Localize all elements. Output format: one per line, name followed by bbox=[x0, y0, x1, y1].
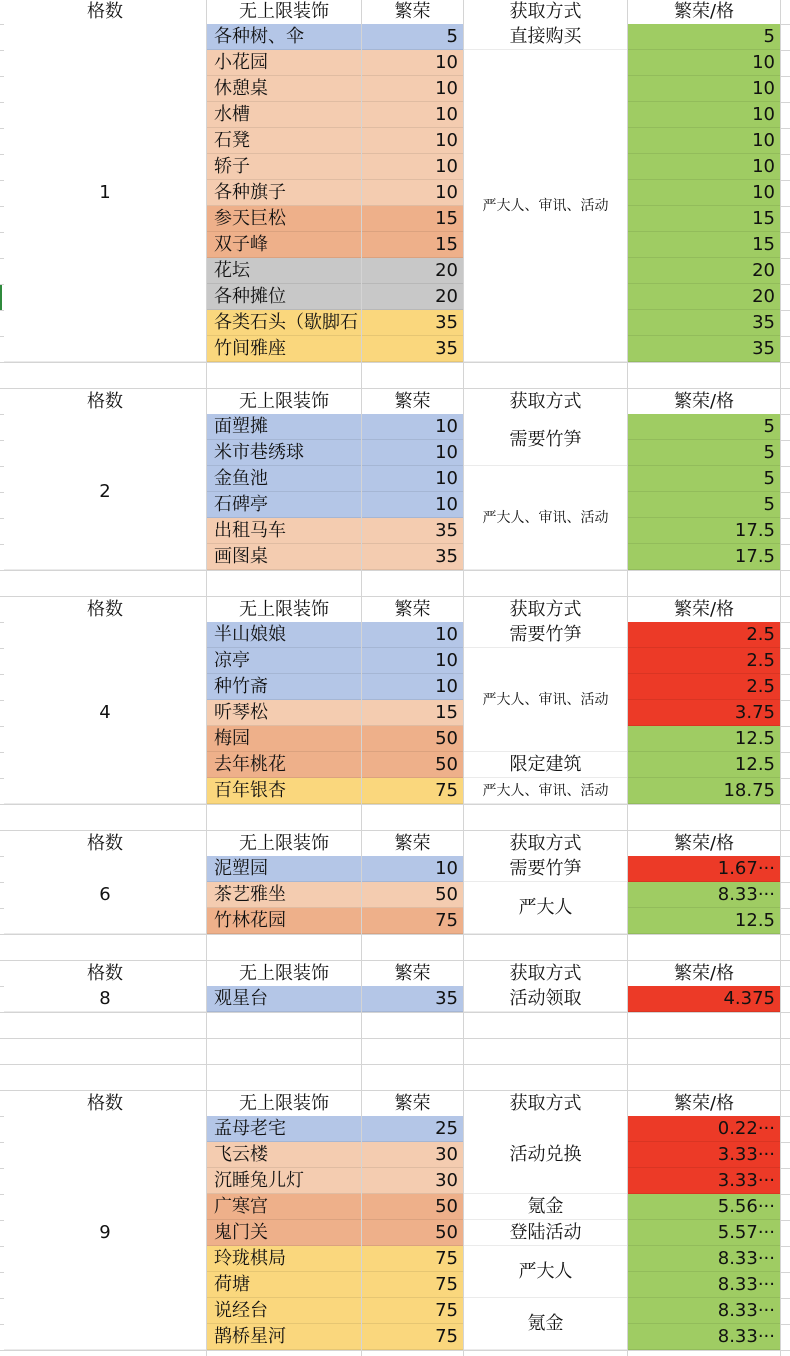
prosperity-per-cell[interactable]: 3.75 bbox=[628, 700, 780, 726]
method-cell[interactable]: 需要竹笋 bbox=[464, 414, 627, 466]
grid-line bbox=[0, 934, 790, 935]
decor-name-cell[interactable]: 轿子 bbox=[207, 154, 361, 180]
prosperity-cell[interactable]: 10 bbox=[362, 154, 463, 180]
method-cell[interactable]: 氪金 bbox=[464, 1298, 627, 1350]
grid-line bbox=[0, 804, 790, 805]
decor-name-cell[interactable]: 竹间雅座 bbox=[207, 336, 361, 362]
method-cell[interactable]: 严大人、审讯、活动 bbox=[464, 648, 627, 752]
decor-name-cell[interactable]: 鹊桥星河 bbox=[207, 1324, 361, 1350]
header-grid[interactable]: 格数 bbox=[87, 391, 123, 412]
header-grid[interactable]: 格数 bbox=[87, 1093, 123, 1114]
grid-count-cell[interactable]: 1 bbox=[4, 24, 206, 362]
prosperity-cell[interactable]: 10 bbox=[362, 440, 463, 466]
header-decor[interactable]: 无上限装饰 bbox=[239, 1, 329, 22]
decor-name-cell[interactable]: 竹林花园 bbox=[207, 908, 361, 934]
prosperity-cell[interactable]: 20 bbox=[362, 284, 463, 310]
prosperity-cell[interactable]: 10 bbox=[362, 102, 463, 128]
decor-name-cell[interactable]: 各种摊位 bbox=[207, 284, 361, 310]
prosperity-per-cell[interactable]: 5 bbox=[628, 414, 780, 440]
prosperity-per-cell[interactable]: 0.22··· bbox=[628, 1116, 780, 1142]
grid-count-cell[interactable]: 2 bbox=[4, 414, 206, 570]
prosperity-cell[interactable]: 50 bbox=[362, 882, 463, 908]
header-prosperity[interactable]: 繁荣 bbox=[394, 599, 431, 620]
grid-line bbox=[0, 388, 790, 389]
prosperity-per-cell[interactable]: 10 bbox=[628, 180, 780, 206]
prosperity-cell[interactable]: 10 bbox=[362, 856, 463, 882]
method-cell[interactable]: 直接购买 bbox=[464, 24, 627, 50]
grid-line bbox=[0, 1350, 790, 1351]
decor-name-cell[interactable]: 种竹斋 bbox=[207, 674, 361, 700]
header-per-cell[interactable]: 繁荣/格 bbox=[673, 391, 735, 412]
grid-line bbox=[0, 1012, 790, 1013]
prosperity-cell[interactable]: 15 bbox=[362, 700, 463, 726]
decor-name-cell[interactable]: 去年桃花 bbox=[207, 752, 361, 778]
header-grid[interactable]: 格数 bbox=[87, 599, 123, 620]
decor-name-cell[interactable]: 百年银杏 bbox=[207, 778, 361, 804]
decor-name-cell[interactable]: 石碑亭 bbox=[207, 492, 361, 518]
prosperity-per-cell[interactable]: 15 bbox=[628, 206, 780, 232]
decor-name-cell[interactable]: 金鱼池 bbox=[207, 466, 361, 492]
header-method[interactable]: 获取方式 bbox=[509, 599, 582, 620]
prosperity-cell[interactable]: 10 bbox=[362, 128, 463, 154]
decor-name-cell[interactable]: 荷塘 bbox=[207, 1272, 361, 1298]
prosperity-per-cell[interactable]: 35 bbox=[628, 310, 780, 336]
prosperity-per-cell[interactable]: 2.5 bbox=[628, 622, 780, 648]
header-decor[interactable]: 无上限装饰 bbox=[239, 391, 329, 412]
prosperity-cell[interactable]: 50 bbox=[362, 726, 463, 752]
method-cell[interactable]: 氪金 bbox=[464, 1194, 627, 1220]
grid-line bbox=[0, 570, 790, 571]
header-decor[interactable]: 无上限装饰 bbox=[239, 1093, 329, 1114]
prosperity-per-cell[interactable]: 2.5 bbox=[628, 674, 780, 700]
prosperity-cell[interactable]: 10 bbox=[362, 414, 463, 440]
prosperity-cell[interactable]: 75 bbox=[362, 778, 463, 804]
decor-name-cell[interactable]: 泥塑园 bbox=[207, 856, 361, 882]
prosperity-cell[interactable]: 10 bbox=[362, 622, 463, 648]
prosperity-cell[interactable]: 10 bbox=[362, 466, 463, 492]
prosperity-per-cell[interactable]: 20 bbox=[628, 284, 780, 310]
prosperity-per-cell[interactable]: 20 bbox=[628, 258, 780, 284]
header-decor[interactable]: 无上限装饰 bbox=[239, 833, 329, 854]
decor-name-cell[interactable]: 水槽 bbox=[207, 102, 361, 128]
grid-count-cell[interactable]: 6 bbox=[4, 856, 206, 934]
method-cell[interactable]: 需要竹笋 bbox=[464, 856, 627, 882]
decor-name-cell[interactable]: 参天巨松 bbox=[207, 206, 361, 232]
method-cell[interactable]: 登陆活动 bbox=[464, 1220, 627, 1246]
method-cell[interactable]: 需要竹笋 bbox=[464, 622, 627, 648]
prosperity-cell[interactable]: 35 bbox=[362, 986, 463, 1012]
prosperity-per-cell[interactable]: 3.33··· bbox=[628, 1168, 780, 1194]
prosperity-per-cell[interactable]: 17.5 bbox=[628, 544, 780, 570]
prosperity-per-cell[interactable]: 10 bbox=[628, 50, 780, 76]
prosperity-cell[interactable]: 30 bbox=[362, 1142, 463, 1168]
method-cell[interactable]: 严大人、审讯、活动 bbox=[464, 466, 627, 570]
prosperity-per-cell[interactable]: 5 bbox=[628, 24, 780, 50]
prosperity-per-cell[interactable]: 5.57··· bbox=[628, 1220, 780, 1246]
grid-line bbox=[0, 362, 790, 363]
method-cell[interactable]: 严大人 bbox=[464, 882, 627, 934]
prosperity-per-cell[interactable]: 15 bbox=[628, 232, 780, 258]
header-grid[interactable]: 格数 bbox=[87, 1, 123, 22]
prosperity-per-cell[interactable]: 12.5 bbox=[628, 752, 780, 778]
method-cell[interactable]: 严大人、审讯、活动 bbox=[464, 778, 627, 804]
prosperity-per-cell[interactable]: 8.33··· bbox=[628, 1298, 780, 1324]
decor-name-cell[interactable]: 飞云楼 bbox=[207, 1142, 361, 1168]
decor-name-cell[interactable]: 茶艺雅坐 bbox=[207, 882, 361, 908]
decor-name-cell[interactable]: 广寒宫 bbox=[207, 1194, 361, 1220]
prosperity-cell[interactable]: 75 bbox=[362, 1324, 463, 1350]
decor-name-cell[interactable]: 鬼门关 bbox=[207, 1220, 361, 1246]
prosperity-per-cell[interactable]: 10 bbox=[628, 76, 780, 102]
header-prosperity[interactable]: 繁荣 bbox=[394, 833, 431, 854]
method-cell[interactable]: 限定建筑 bbox=[464, 752, 627, 778]
prosperity-cell[interactable]: 75 bbox=[362, 1272, 463, 1298]
decor-name-cell[interactable]: 沉睡兔儿灯 bbox=[207, 1168, 361, 1194]
prosperity-cell[interactable]: 10 bbox=[362, 180, 463, 206]
prosperity-per-cell[interactable]: 17.5 bbox=[628, 518, 780, 544]
method-cell[interactable]: 严大人、审讯、活动 bbox=[464, 50, 627, 362]
prosperity-cell[interactable]: 25 bbox=[362, 1116, 463, 1142]
prosperity-per-cell[interactable]: 8.33··· bbox=[628, 1324, 780, 1350]
prosperity-per-cell[interactable]: 5 bbox=[628, 466, 780, 492]
prosperity-per-cell[interactable]: 5 bbox=[628, 440, 780, 466]
prosperity-cell[interactable]: 75 bbox=[362, 1246, 463, 1272]
header-decor[interactable]: 无上限装饰 bbox=[239, 599, 329, 620]
prosperity-per-cell[interactable]: 8.33··· bbox=[628, 882, 780, 908]
header-prosperity[interactable]: 繁荣 bbox=[394, 391, 431, 412]
grid-line bbox=[0, 960, 790, 961]
grid-count-cell[interactable]: 9 bbox=[4, 1116, 206, 1350]
method-cell[interactable]: 严大人 bbox=[464, 1246, 627, 1298]
decor-name-cell[interactable]: 孟母老宅 bbox=[207, 1116, 361, 1142]
decor-name-cell[interactable]: 观星台 bbox=[207, 986, 361, 1012]
prosperity-per-cell[interactable]: 10 bbox=[628, 154, 780, 180]
header-per-cell[interactable]: 繁荣/格 bbox=[673, 833, 735, 854]
header-grid[interactable]: 格数 bbox=[87, 833, 123, 854]
header-method[interactable]: 获取方式 bbox=[509, 1, 582, 22]
prosperity-cell[interactable]: 50 bbox=[362, 1220, 463, 1246]
decor-name-cell[interactable]: 凉亭 bbox=[207, 648, 361, 674]
prosperity-cell[interactable]: 35 bbox=[362, 518, 463, 544]
grid-line bbox=[0, 1090, 790, 1091]
prosperity-per-cell[interactable]: 8.33··· bbox=[628, 1246, 780, 1272]
prosperity-cell[interactable]: 35 bbox=[362, 544, 463, 570]
prosperity-per-cell[interactable]: 18.75 bbox=[628, 778, 780, 804]
decor-name-cell[interactable]: 石凳 bbox=[207, 128, 361, 154]
prosperity-per-cell[interactable]: 8.33··· bbox=[628, 1272, 780, 1298]
decor-name-cell[interactable]: 面塑摊 bbox=[207, 414, 361, 440]
prosperity-per-cell[interactable]: 10 bbox=[628, 102, 780, 128]
method-cell[interactable]: 活动领取 bbox=[464, 986, 627, 1012]
decor-name-cell[interactable]: 小花园 bbox=[207, 50, 361, 76]
prosperity-cell[interactable]: 35 bbox=[362, 336, 463, 362]
prosperity-per-cell[interactable]: 2.5 bbox=[628, 648, 780, 674]
header-method[interactable]: 获取方式 bbox=[509, 963, 582, 984]
header-per-cell[interactable]: 繁荣/格 bbox=[673, 599, 735, 620]
grid-count-cell[interactable]: 4 bbox=[4, 622, 206, 804]
prosperity-cell[interactable]: 35 bbox=[362, 310, 463, 336]
decor-name-cell[interactable]: 休憩桌 bbox=[207, 76, 361, 102]
header-method[interactable]: 获取方式 bbox=[509, 391, 582, 412]
prosperity-cell[interactable]: 15 bbox=[362, 232, 463, 258]
prosperity-per-cell[interactable]: 10 bbox=[628, 128, 780, 154]
decor-name-cell[interactable]: 米市巷绣球 bbox=[207, 440, 361, 466]
decor-name-cell[interactable]: 花坛 bbox=[207, 258, 361, 284]
decor-name-cell[interactable]: 梅园 bbox=[207, 726, 361, 752]
decor-name-cell[interactable]: 玲珑棋局 bbox=[207, 1246, 361, 1272]
header-method[interactable]: 获取方式 bbox=[509, 1093, 582, 1114]
header-prosperity[interactable]: 繁荣 bbox=[394, 1093, 431, 1114]
prosperity-cell[interactable]: 10 bbox=[362, 492, 463, 518]
prosperity-cell[interactable]: 10 bbox=[362, 76, 463, 102]
grid-line bbox=[0, 830, 790, 831]
decor-name-cell[interactable]: 双子峰 bbox=[207, 232, 361, 258]
prosperity-per-cell[interactable]: 3.33··· bbox=[628, 1142, 780, 1168]
decor-name-cell[interactable]: 各种旗子 bbox=[207, 180, 361, 206]
prosperity-cell[interactable]: 15 bbox=[362, 206, 463, 232]
header-prosperity[interactable]: 繁荣 bbox=[394, 1, 431, 22]
header-method[interactable]: 获取方式 bbox=[509, 833, 582, 854]
header-per-cell[interactable]: 繁荣/格 bbox=[673, 1093, 735, 1114]
prosperity-cell[interactable]: 10 bbox=[362, 648, 463, 674]
header-per-cell[interactable]: 繁荣/格 bbox=[673, 1, 735, 22]
row-selection-marker bbox=[0, 285, 2, 311]
decor-name-cell[interactable]: 半山娘娘 bbox=[207, 622, 361, 648]
header-per-cell[interactable]: 繁荣/格 bbox=[673, 963, 735, 984]
decor-name-cell[interactable]: 出租马车 bbox=[207, 518, 361, 544]
prosperity-per-cell[interactable]: 12.5 bbox=[628, 908, 780, 934]
grid-line bbox=[0, 1064, 790, 1065]
prosperity-cell[interactable]: 10 bbox=[362, 674, 463, 700]
decor-name-cell[interactable]: 说经台 bbox=[207, 1298, 361, 1324]
header-grid[interactable]: 格数 bbox=[87, 963, 123, 984]
grid-count-cell[interactable]: 8 bbox=[4, 986, 206, 1012]
header-prosperity[interactable]: 繁荣 bbox=[394, 963, 431, 984]
decor-name-cell[interactable]: 听琴松 bbox=[207, 700, 361, 726]
prosperity-cell[interactable]: 50 bbox=[362, 1194, 463, 1220]
prosperity-cell[interactable]: 50 bbox=[362, 752, 463, 778]
prosperity-per-cell[interactable]: 5.56··· bbox=[628, 1194, 780, 1220]
prosperity-per-cell[interactable]: 1.67··· bbox=[628, 856, 780, 882]
prosperity-per-cell[interactable]: 4.375 bbox=[628, 986, 780, 1012]
decor-name-cell[interactable]: 各类石头（歇脚石 bbox=[207, 310, 361, 336]
prosperity-per-cell[interactable]: 5 bbox=[628, 492, 780, 518]
decor-name-cell[interactable]: 各种树、伞 bbox=[207, 24, 361, 50]
prosperity-cell[interactable]: 30 bbox=[362, 1168, 463, 1194]
prosperity-cell[interactable]: 5 bbox=[362, 24, 463, 50]
prosperity-cell[interactable]: 75 bbox=[362, 1298, 463, 1324]
grid-line bbox=[0, 596, 790, 597]
method-cell[interactable]: 活动兑换 bbox=[464, 1116, 627, 1194]
prosperity-cell[interactable]: 75 bbox=[362, 908, 463, 934]
grid-line bbox=[0, 1038, 790, 1039]
prosperity-per-cell[interactable]: 12.5 bbox=[628, 726, 780, 752]
prosperity-per-cell[interactable]: 35 bbox=[628, 336, 780, 362]
decor-name-cell[interactable]: 画图桌 bbox=[207, 544, 361, 570]
prosperity-cell[interactable]: 10 bbox=[362, 50, 463, 76]
column-divider bbox=[780, 0, 781, 1356]
prosperity-cell[interactable]: 20 bbox=[362, 258, 463, 284]
header-decor[interactable]: 无上限装饰 bbox=[239, 963, 329, 984]
